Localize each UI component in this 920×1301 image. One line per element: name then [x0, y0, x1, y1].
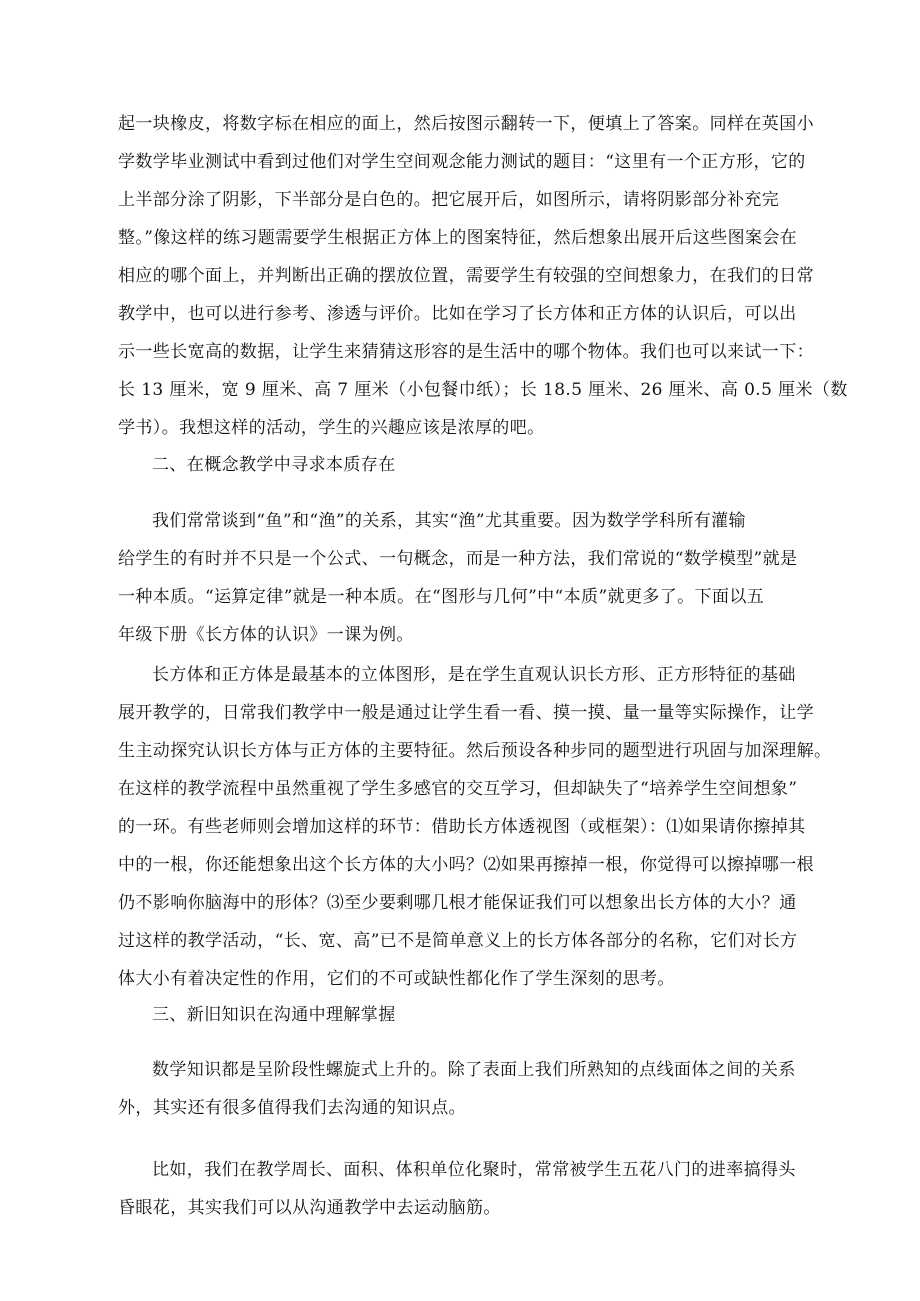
paragraph-line: 起一块橡皮，将数字标在相应的面上，然后按图示翻转一下，便填上了答案。同样在英国小	[118, 114, 814, 134]
paragraph-5	[118, 1151, 800, 1227]
paragraph-line: 仍不影响你脑海中的形体？⑶至少要剩哪几根才能保证我们可以想象出长方体的大小？通	[118, 893, 797, 913]
paragraph-1	[118, 105, 848, 447]
paragraph-2	[118, 502, 800, 654]
paragraph-line: 长 13 厘米，宽 9 厘米、高 7 厘米（小包餐巾纸）；长 18.5 厘米、26 厘米、高 0.5 厘米（数	[118, 380, 848, 400]
paragraph-line: 一种本质。“运算定律”就是一种本质。在“图形与几何”中“本质”就更多了。下面以五	[118, 587, 765, 607]
paragraph-line: 昏眼花，其实我们可以从沟通教学中去运动脑筋。	[118, 1198, 501, 1218]
paragraph-line: 在这样的教学流程中虽然重视了学生多感官的交互学习，但却缺失了“培养学生空间想象”	[118, 779, 798, 799]
paragraph-line: 我们常常谈到“鱼”和“渔”的关系，其实“渔”尤其重要。因为数学学科所有灌输	[152, 511, 746, 531]
paragraph-line: 比如，我们在教学周长、面积、体积单位化聚时，常常被学生五花八门的进率搞得头	[152, 1160, 796, 1180]
paragraph-line: 体大小有着决定性的作用，它们的不可或缺性都化作了学生深刻的思考。	[118, 969, 675, 989]
paragraph-line: 数学知识都是呈阶段性螺旋式上升的。除了表面上我们所熟知的点线面体之间的关系	[152, 1060, 796, 1080]
paragraph-line: 上半部分涂了阴影，下半部分是白色的。把它展开后，如图所示，请将阴影部分补充完	[118, 190, 780, 210]
paragraph-line: 过这样的教学活动，“长、宽、高”已不是简单意义上的长方体各部分的名称，它们对长方	[118, 931, 798, 951]
paragraph-line: 整。”像这样的练习题需要学生根据正方体上的图案特征，然后想象出展开后这些图案会在	[118, 228, 798, 248]
paragraph-line: 学数学毕业测试中看到过他们对学生空间观念能力测试的题目：“这里有一个正方形，它的	[118, 152, 806, 172]
paragraph-line: 教学中，也可以进行参考、渗透与评价。比如在学习了长方体和正方体的认识后，可以出	[118, 304, 797, 324]
paragraph-line: 学书）。我想这样的活动，学生的兴趣应该是浓厚的吧。	[118, 418, 545, 438]
section-heading-3: 三、新旧知识在沟通中理解掌握	[152, 1005, 396, 1025]
section-heading-2: 二、在概念教学中寻求本质存在	[152, 455, 396, 475]
paragraph-line: 相应的哪个面上，并判断出正确的摆放位置，需要学生有较强的空间想象力，在我们的日常	[118, 266, 814, 286]
paragraph-line: 中的一根，你还能想象出这个长方体的大小吗？⑵如果再擦掉一根，你觉得可以擦掉哪一根	[118, 855, 814, 875]
paragraph-line: 外，其实还有很多值得我们去沟通的知识点。	[118, 1098, 466, 1118]
paragraph-line: 示一些长宽高的数据，让学生来猜猜这形容的是生活中的哪个物体。我们也可以来试一下：	[118, 342, 814, 362]
paragraph-3	[118, 656, 832, 998]
paragraph-line: 年级下册《长方体的认识》一课为例。	[118, 625, 414, 645]
paragraph-line: 给学生的有时并不只是一个公式、一句概念，而是一种方法，我们常说的“数学模型”就是	[118, 549, 798, 569]
paragraph-4	[118, 1051, 800, 1127]
paragraph-line: 生主动探究认识长方体与正方体的主要特征。然后预设各种步同的题型进行巩固与加深理解。	[118, 741, 832, 761]
paragraph-line: 长方体和正方体是最基本的立体图形，是在学生直观认识长方形、正方形特征的基础	[152, 665, 796, 685]
paragraph-line: 的一环。有些老师则会增加这样的环节：借助长方体透视图（或框架）：⑴如果请你擦掉其	[118, 817, 806, 837]
paragraph-line: 展开教学的，日常我们教学中一般是通过让学生看一看、摸一摸、量一量等实际操作，让学	[118, 703, 814, 723]
